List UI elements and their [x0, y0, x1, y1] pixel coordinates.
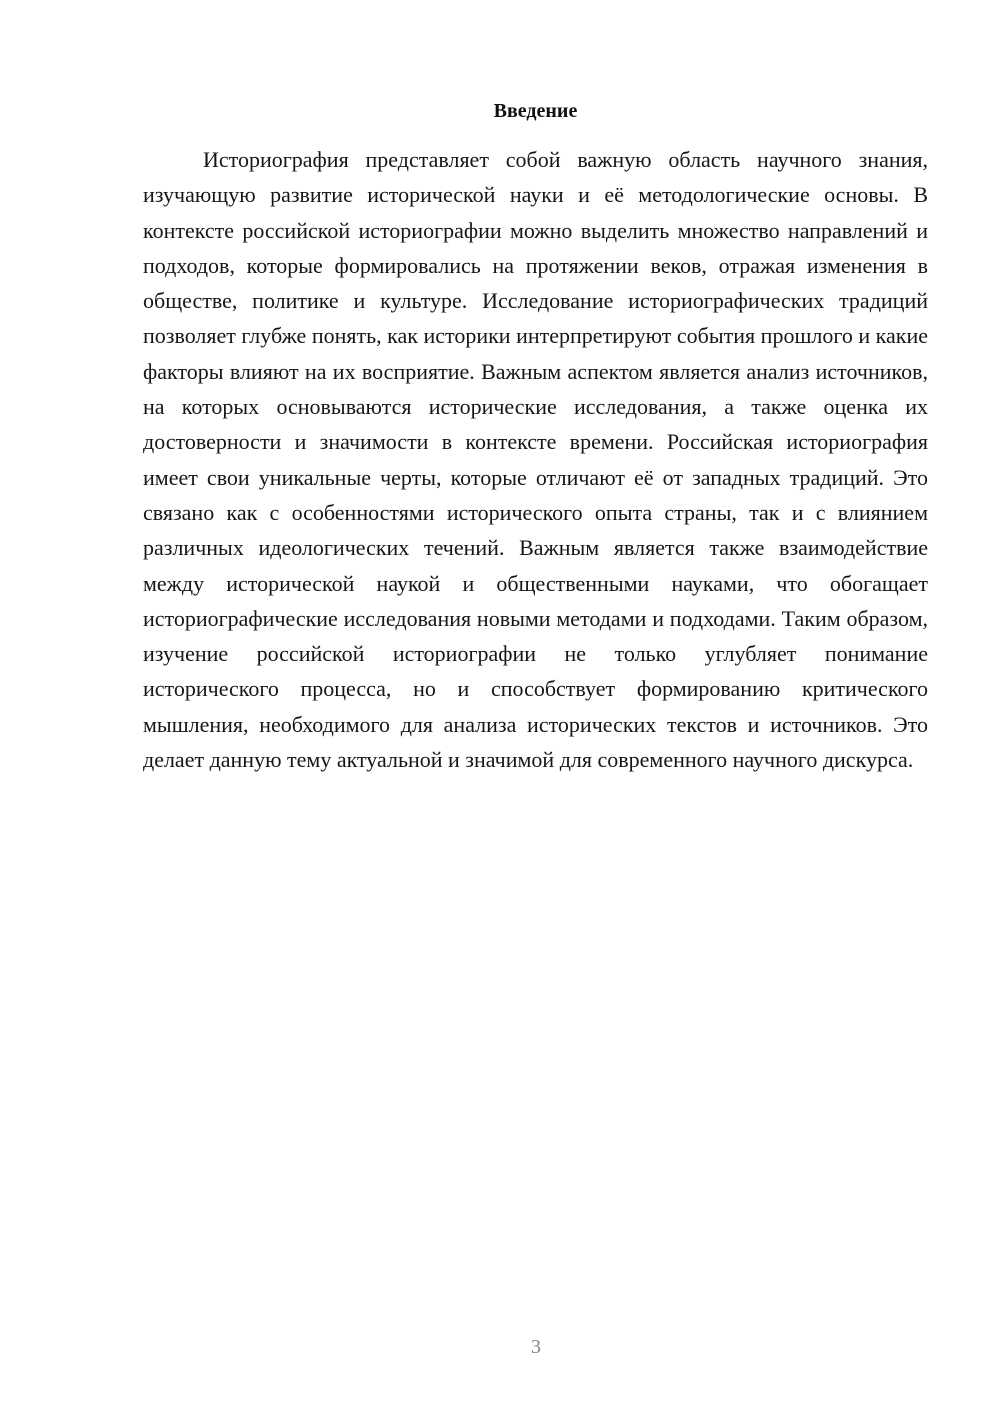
body-paragraph: Историография представляет собой важную область научного знания, изучающую развитие исторической науки и её методологические основы. В контексте российской историографии можно выделить множество направлений и подходов, которые формировались на протяжении веков, отражая изменения в обществе, политике и культуре. Исследование историографических традиций позволяет глубже понять, как историки интерпретируют события прошлого и какие факторы влияют на их восприятие. Важным аспектом является анализ источников, на которых основываются исторические исследования, а также оценка их достоверности и значимости в контексте времени. Российская историография имеет свои уникальные черты, которые отличают её от западных традиций. Это связано как с особенностями исторического опыта страны, так и с влиянием различных идеологических течений. Важным является также взаимодействие между исторической наукой и общественными науками, что обогащает историографические исследования новыми методами и подходами. Таким образом, изучение российской историографии не только углубляет понимание исторического процесса, но и способствует формированию критического мышления, необходимого для анализа исторических текстов и источников. Это делает данную тему актуальной и значимой для современного научного дискурса. — [143, 147, 928, 773]
page-number: 3 — [531, 1336, 541, 1358]
section-heading: Введение — [493, 100, 578, 122]
